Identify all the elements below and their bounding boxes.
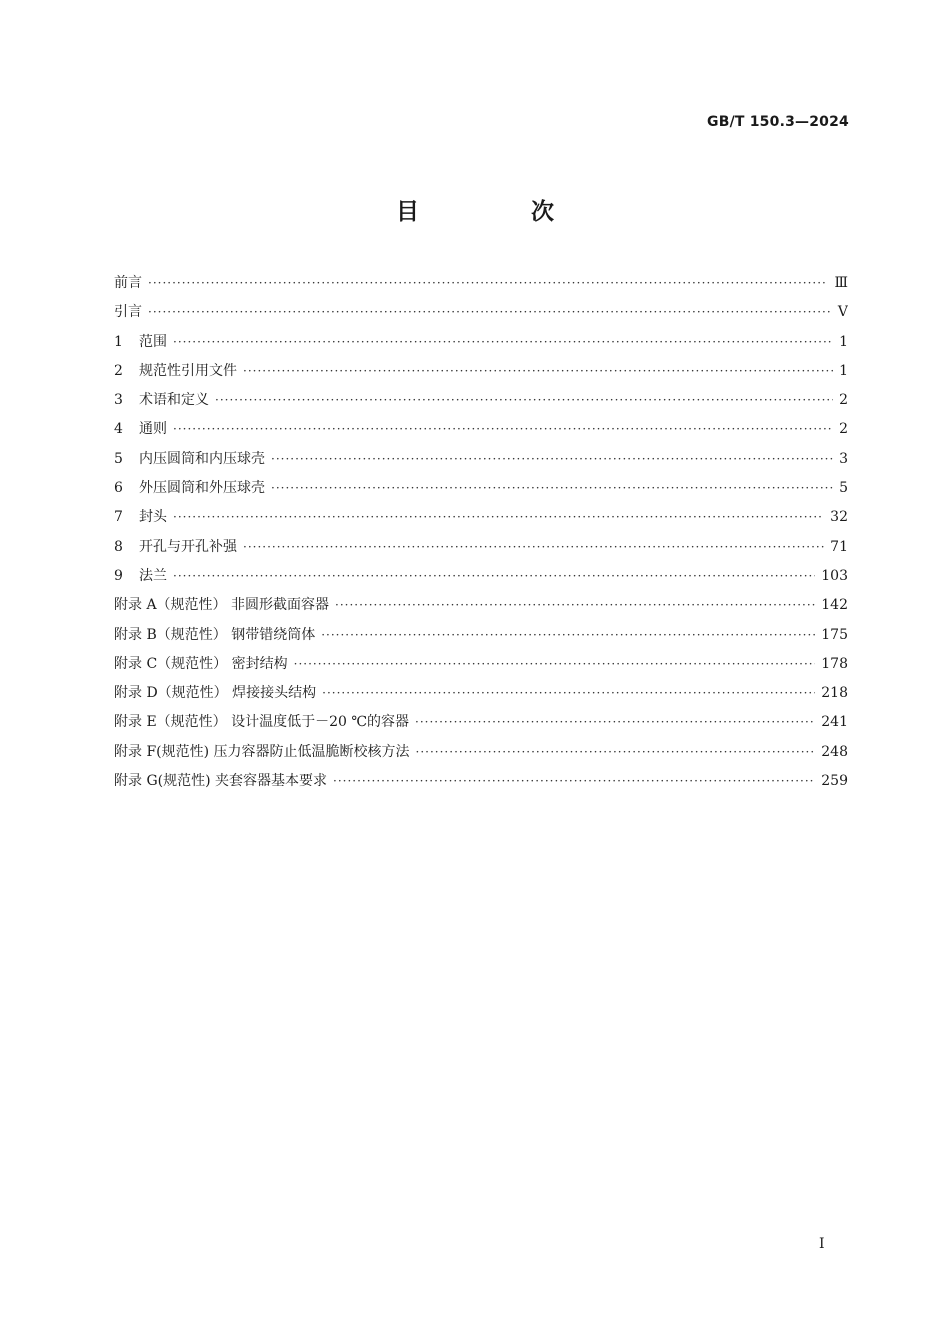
toc-dot-leader <box>322 679 815 708</box>
toc-entry-label: 附录 D（规范性） 焊接接头结构 <box>114 685 317 702</box>
toc-entry-page: Ⅲ <box>834 275 848 291</box>
toc-entry[interactable] <box>114 474 848 503</box>
toc-entry-page: 103 <box>821 567 848 584</box>
toc-dot-leader <box>416 738 816 767</box>
toc-entry-label: 外压圆筒和外压球壳 <box>139 480 265 497</box>
toc-dot-leader <box>333 767 815 796</box>
toc-entry-label: 通则 <box>139 421 167 438</box>
toc-entry-number: 7 <box>114 509 123 526</box>
toc-dot-leader <box>215 386 833 415</box>
toc-entry[interactable] <box>114 445 848 474</box>
toc-entry-page: 71 <box>830 538 848 555</box>
toc-entry[interactable] <box>114 533 848 562</box>
toc-entry-label: 附录 C（规范性） 密封结构 <box>114 655 288 672</box>
toc-entry-label: 附录 F(规范性) 压力容器防止低温脆断校核方法 <box>114 743 410 760</box>
toc-entry[interactable] <box>114 738 848 767</box>
toc-entry-page: 3 <box>839 450 848 467</box>
toc-entry-label: 引言 <box>114 304 142 321</box>
toc-dot-leader <box>335 591 815 620</box>
toc-entry-page: 178 <box>821 655 848 672</box>
toc-entry-number: 8 <box>114 538 123 555</box>
toc-entry-label: 封头 <box>139 509 167 526</box>
toc-entry-label: 附录 A（规范性） 非圆形截面容器 <box>114 597 330 614</box>
toc-dot-leader <box>294 650 816 679</box>
toc-entry[interactable] <box>114 708 848 737</box>
toc-entry[interactable] <box>114 386 848 415</box>
toc-entry-label: 附录 G(规范性) 夹套容器基本要求 <box>114 773 328 790</box>
page-number: Ⅰ <box>819 1236 825 1252</box>
toc-entry[interactable] <box>114 415 848 444</box>
toc-entry-number: 4 <box>114 421 123 438</box>
toc-entry-number: 5 <box>114 450 123 467</box>
toc-entry[interactable] <box>114 767 848 796</box>
toc-entry-number: 2 <box>114 362 123 379</box>
toc-entry-label: 法兰 <box>139 567 167 584</box>
toc-entry-label: 附录 B（规范性） 钢带错绕筒体 <box>114 626 316 643</box>
toc-entry-label: 规范性引用文件 <box>139 362 237 379</box>
toc-dot-leader <box>271 445 833 474</box>
toc-entry-page: 2 <box>839 392 848 409</box>
toc-entry-page: 2 <box>839 421 848 438</box>
toc-entry[interactable] <box>114 298 848 327</box>
toc-entry-page: 175 <box>821 626 848 643</box>
toc-dot-leader <box>321 621 815 650</box>
toc-entry[interactable] <box>114 357 848 386</box>
toc-entry-page: Ⅴ <box>837 304 848 321</box>
toc-entry[interactable] <box>114 503 848 532</box>
toc-dot-leader <box>243 357 833 386</box>
toc-entry[interactable] <box>114 679 848 708</box>
toc-entry-label: 附录 E（规范性） 设计温度低于－20 ℃的容器 <box>114 714 410 731</box>
toc-entry-number: 1 <box>114 333 123 350</box>
toc-entry-number: 9 <box>114 567 123 584</box>
table-of-contents <box>114 269 848 796</box>
toc-entry-number: 3 <box>114 392 123 409</box>
toc-entry-page: 5 <box>839 480 848 497</box>
toc-entry-page: 142 <box>821 597 848 614</box>
toc-entry[interactable] <box>114 328 848 357</box>
toc-dot-leader <box>243 533 824 562</box>
toc-entry-page: 241 <box>821 714 848 731</box>
toc-dot-leader <box>148 269 828 298</box>
toc-dot-leader <box>148 298 832 327</box>
toc-entry-page: 259 <box>821 773 848 790</box>
toc-entry[interactable] <box>114 269 848 298</box>
toc-entry-label: 范围 <box>139 333 167 350</box>
toc-entry-page: 1 <box>839 333 848 350</box>
toc-entry[interactable] <box>114 650 848 679</box>
toc-entry-page: 32 <box>830 509 848 526</box>
toc-dot-leader <box>415 708 815 737</box>
toc-entry-page: 1 <box>839 362 848 379</box>
toc-entry-label: 内压圆筒和内压球壳 <box>139 450 265 467</box>
toc-entry-label: 术语和定义 <box>139 392 209 409</box>
toc-dot-leader <box>173 503 824 532</box>
toc-entry-number: 6 <box>114 480 123 497</box>
toc-entry-label: 开孔与开孔补强 <box>139 538 237 555</box>
toc-entry-label: 前言 <box>114 275 142 291</box>
toc-entry-page: 218 <box>821 685 848 702</box>
toc-entry[interactable] <box>114 621 848 650</box>
toc-entry[interactable] <box>114 591 848 620</box>
toc-dot-leader <box>173 328 833 357</box>
toc-dot-leader <box>271 474 833 503</box>
standard-code: GB/T 150.3—2024 <box>707 114 849 130</box>
toc-entry[interactable] <box>114 562 848 591</box>
toc-dot-leader <box>173 562 815 591</box>
page-title: 目 次 <box>395 199 606 225</box>
toc-dot-leader <box>173 415 833 444</box>
toc-entry-page: 248 <box>821 743 848 760</box>
